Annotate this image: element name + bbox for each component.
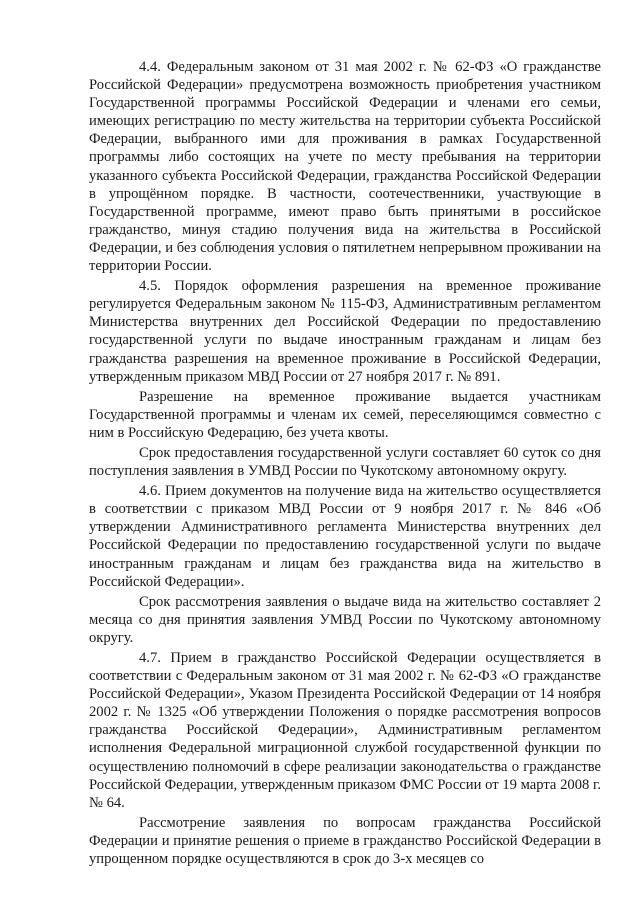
paragraph-4-6: 4.6. Прием документов на получение вида на жительство осуществляется в соответствии с приказом МВД России от 9 ноября 2017 г. № 846 «Об утверждении Административного регламента Министерства внутренних дел Российской Федерации по предоставлению государственной услуги по выдаче иностранным гражданам и лицам без гражданства вида на жительство в Российской Федерации». xyxy=(89,483,601,590)
paragraph-4-4: 4.4. Федеральным законом от 31 мая 2002 г. № 62-ФЗ «О гражданстве Российской Федерации» предусмотрена возможность приобретения участником Государственной программы Российской Федерации и членами его семьи, имеющих регистрацию по месту жительства на территории субъекта Российской Федерации, выбранного ими для проживания в рамках Государственной программы либо состоящих на учете по месту пребывания на территории указанного субъекта Российской Федерации, гражданства Российской Федерации в упрощённом порядке. В частности, соотечественники, участвующие в Государственной программе, имеют право быть принятыми в российское гражданство, минуя стадию получения вида на жительства в Российской Федерации, и без соблюдения условия о пятилетнем непрерывном проживании на территории России. xyxy=(89,59,601,275)
paragraph-4-5: 4.5. Порядок оформления разрешения на временное проживание регулируется Федеральным законом № 115-ФЗ, Административным регламентом Министерства внутренних дел Российской Федерации по предоставлению государственной услуги по выдаче иностранным гражданам и лицам без гражданства разрешения на временное проживание в Российской Федерации, утвержденным приказом МВД России от 27 ноября 2017 г. № 891. xyxy=(89,278,601,385)
paragraph-service-term: Срок предоставления государственной услуги составляет 60 суток со дня поступления заявления в УМВД России по Чукотскому автономному округу. xyxy=(89,444,601,480)
document-page xyxy=(89,58,601,868)
paragraph-residence-permit: Разрешение на временное проживание выдается участникам Государственной программы и членам их семей, переселяющимся совместно с ним в Российскую Федерацию, без учета квоты. xyxy=(89,388,601,441)
paragraph-4-7: 4.7. Прием в гражданство Российской Федерации осуществляется в соответствии с Федеральным законом от 31 мая 2002 г. № 62-ФЗ «О гражданстве Российской Федерации», Указом Президента Российской Федерации от 14 ноября 2002 г. № 1325 «Об утверждении Положения о порядке рассмотрения вопросов гражданства Российской Федерации», Административным регламентом исполнения Федеральной миграционной службой государственной функции по осуществлению полномочий в сфере реализации законодательства о гражданстве Российской Федерации, утвержденным приказом ФМС России от 19 марта 2008 г. № 64. xyxy=(89,650,601,811)
paragraph-citizenship-review: Рассмотрение заявления по вопросам гражданства Российской Федерации и принятие решения о приеме в гражданство Российской Федерации в упрощенном порядке осуществляются в срок до 3-х месяцев со xyxy=(89,814,601,868)
paragraph-review-term: Срок рассмотрения заявления о выдаче вида на жительство составляет 2 месяца со дня принятия заявления УМВД России по Чукотскому автономному округу. xyxy=(89,593,601,646)
